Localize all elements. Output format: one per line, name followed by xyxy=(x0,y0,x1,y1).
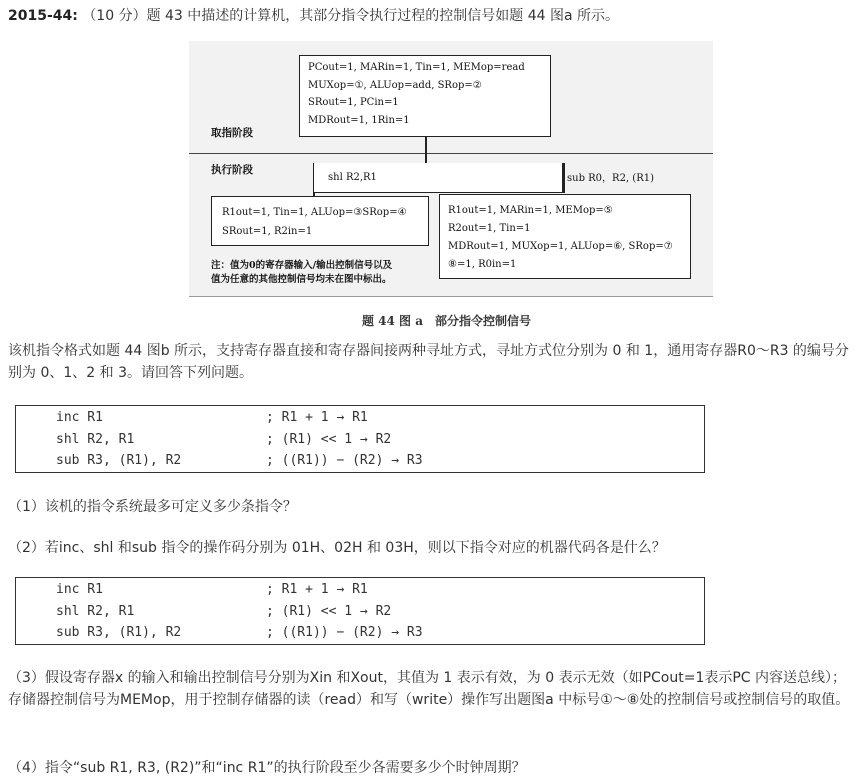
shl-exec-line: SRout=1, R2in=1 xyxy=(222,226,313,237)
figure-note-line: 值为任意的其他控制信号均未在图中标出。 xyxy=(211,274,392,285)
code-line: shl R2, R1 ; (R1) << 1 → R2 xyxy=(56,432,392,447)
question-2: （2）若inc、shl 和sub 指令的操作码分别为 01H、02H 和 03H，则以下指令对应的机器代码各是什么？ xyxy=(8,540,666,556)
intro-paragraph: 该机指令格式如题 44 图b 所示，支持寄存器直接和寄存器间接两种寻址方式，寻址方式位分别为 0 和 1，通用寄存器R0～R3 的编号分别为 0、1、2 和 3。请回答下列问题。 xyxy=(8,343,849,381)
fetch-line: MDRout=1, 1Rin=1 xyxy=(308,114,410,126)
question-text: （10 分）题 43 中描述的计算机，其部分指令执行过程的控制信号如题 44 图a 所示。 xyxy=(82,8,620,24)
question-3: （3）假设寄存器x 的输入和输出控制信号分别为Xin 和Xout，其值为 1 表示有效，为 0 表示无效（如PCout=1表示PC 内容送总线）；存储器控制信号为MEMop，用于控制存储器的读（read）和写（write）操作写出题图a 中标号①～⑧处的控制信号或控制信号的取值。 xyxy=(8,670,850,708)
question-1: （1）该机的指令系统最多可定义多少条指令？ xyxy=(8,499,297,515)
connector-line xyxy=(563,163,565,193)
fetch-line: PCout=1, MARin=1, Tin=1, MEMop=read xyxy=(308,62,525,73)
sub-exec-line: MDRout=1, MUXop=1, ALUop=⑥, SRop=⑦ xyxy=(448,241,673,252)
fetch-line: MUXop=①, ALUop=add, SRop=② xyxy=(308,79,482,91)
code-line: inc R1 ; R1 + 1 → R1 xyxy=(56,582,368,597)
code-line: sub R3, (R1), R2 ; ((R1)) − (R2) → R3 xyxy=(56,453,423,468)
code-line: shl R2, R1 ; (R1) << 1 → R2 xyxy=(56,604,392,619)
sub-exec-line: ⑧=1, R0in=1 xyxy=(448,259,517,270)
sub-exec-box xyxy=(439,194,691,279)
exec-stage-label: 执行阶段 xyxy=(211,164,253,176)
question-id: 2015-44: xyxy=(8,8,78,24)
figure-caption: 题 44 图 a 部分指令控制信号 xyxy=(362,314,532,328)
sub-exec-line: R1out=1, MARin=1, MEMop=⑤ xyxy=(448,205,613,216)
connector-line xyxy=(425,137,427,163)
figure-note-line: 注：值为0的寄存器输入/输出控制信号以及 xyxy=(211,260,393,271)
stage-divider xyxy=(189,153,713,154)
fetch-stage-box xyxy=(299,55,551,137)
shl-exec-box xyxy=(211,196,429,246)
code-block-1 xyxy=(15,405,705,473)
code-line: sub R3, (R1), R2 ; ((R1)) − (R2) → R3 xyxy=(56,625,423,640)
code-block-2 xyxy=(15,577,705,645)
question-header xyxy=(8,6,619,26)
sub-branch-label: sub R0，R2, (R1) xyxy=(567,173,654,184)
figure-note xyxy=(211,259,392,287)
code-line: inc R1 ; R1 + 1 → R1 xyxy=(56,410,368,425)
shl-branch-box xyxy=(313,163,563,193)
fetch-line: SRout=1, PCin=1 xyxy=(308,97,399,108)
shl-exec-line: R1out=1, Tin=1, ALUop=③SRop=④ xyxy=(222,207,407,218)
shl-branch-label: shl R2,R1 xyxy=(328,172,377,183)
sub-exec-line: R2out=1, Tin=1 xyxy=(448,223,531,234)
control-signal-figure xyxy=(189,41,713,297)
fetch-stage-label: 取指阶段 xyxy=(211,127,253,139)
question-4: （4）指令“sub R1, R3, (R2)”和“inc R1”的执行阶段至少各需要多少个时钟周期？ xyxy=(8,760,526,776)
